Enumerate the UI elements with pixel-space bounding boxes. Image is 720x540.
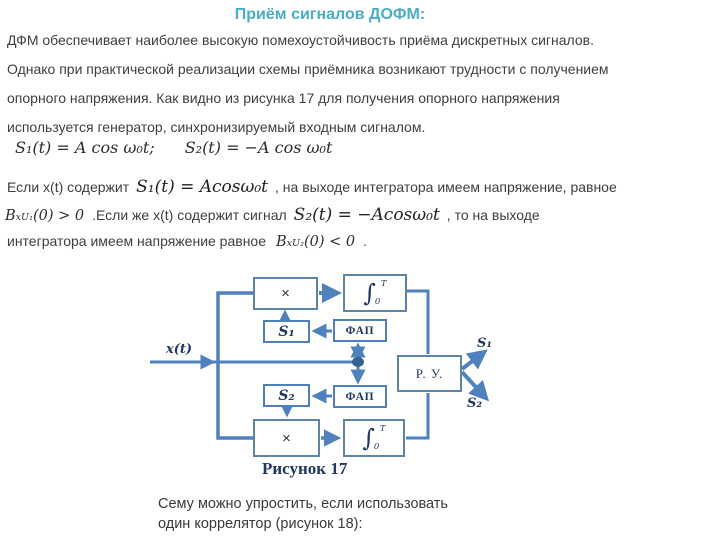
s2-generator-box: S₂ [263,384,310,407]
integral-symbol: ∫ T 0 [363,279,387,307]
s1-generator-box: S₁ [263,320,310,343]
text-run: , на выходе интегратора имеем напряжение, равное [275,179,617,195]
multiplier-bottom-box: × [253,419,320,457]
paragraph-line-1: ДФМ обеспечивает наиболее высокую помехоустойчивость приёма дискретных сигналов. [7,32,594,48]
integrator-bottom-box [343,419,405,457]
junction-dot [352,357,364,367]
formula-s2-definition: S₂(t) = −A cos ω₀t [184,138,333,157]
text-run: . [363,233,367,249]
output-s2-label: S₂ [467,396,483,411]
inline-formula-s2: S₂(t) = −Acosω₀t [293,205,440,225]
integral-symbol: ∫ T 0 [362,424,386,452]
output-s1-label: S₁ [477,336,493,351]
footer-line-1: Сему можно упростить, если использовать [158,496,448,512]
text-run: .Если же x(t) содержит сигнал [92,207,287,223]
text-run: Если x(t) содержит [7,179,130,195]
formula-s1-definition: S₁(t) = A cos ω₀t; [15,138,155,157]
pll-top-box: ФАП [333,319,387,342]
page-title: Приём сигналов ДОФМ: [234,6,426,23]
inline-formula-b1: $B_{xU_1}(0) > 0$ [5,208,85,224]
input-signal-label: x(t) [166,342,193,357]
text-run: , то на выходе [446,207,540,223]
inline-formula-b2: $B_{xU_2}(0) < 0$ [276,234,356,250]
pll-bottom-box: ФАП [333,385,387,408]
figure-caption: Рисунок 17 [262,459,348,478]
paragraph-line-3: опорного напряжения. Как видно из рисунка 17 для получения опорного напряжения [7,90,560,106]
text-run: интегратора имеем напряжение равное [7,233,266,249]
integrator-top-box [343,274,407,312]
multiplier-top-box: × [253,277,318,310]
paragraph-line-4: используется генератор, синхронизируемый входным сигналом. [7,119,426,135]
inline-formula-s1: S₁(t) = Acosω₀t [136,177,269,197]
decision-device-box: Р. У. [397,355,462,392]
footer-line-2: один коррелятор (рисунок 18): [158,516,363,532]
paragraph-line-2: Однако при практической реализации схемы приёмника возникают трудности с получением [7,61,609,77]
